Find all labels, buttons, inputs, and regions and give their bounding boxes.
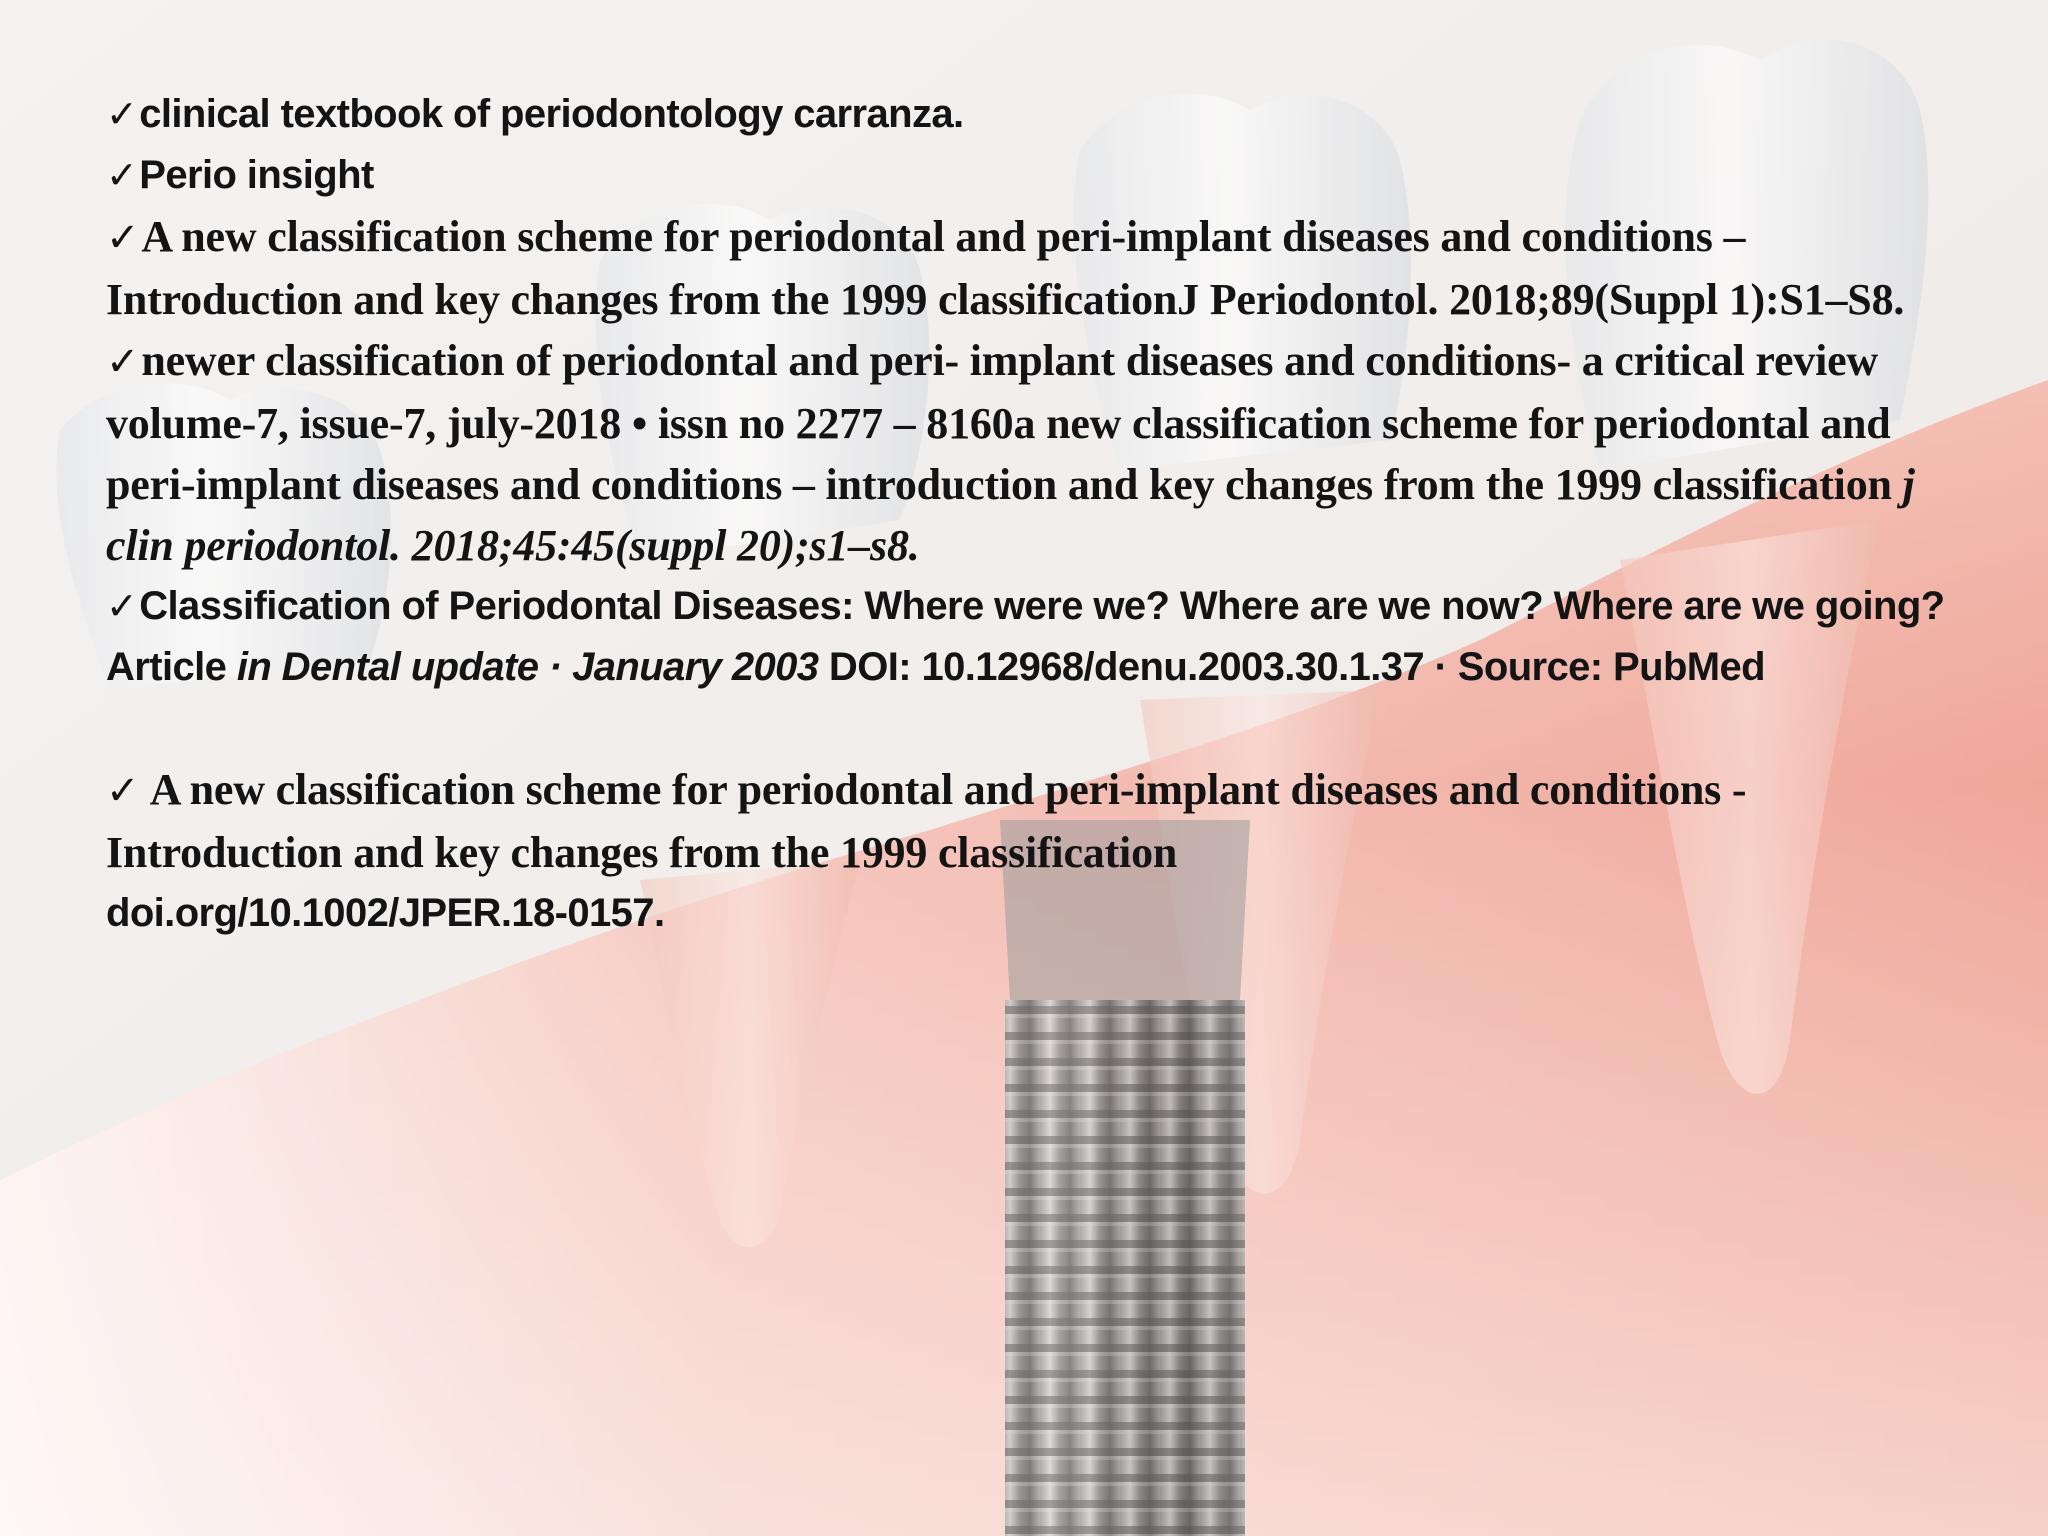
reference-list bbox=[106, 84, 1946, 944]
check-icon: ✓ bbox=[106, 92, 138, 136]
reference-text: Perio insight bbox=[139, 153, 374, 197]
reference-citation: j clin periodontol. 2018;45:45(suppl 20);s1–s8. bbox=[106, 460, 1915, 570]
reference-doi: doi.org/10.1002/JPER.18-0157. bbox=[106, 891, 665, 935]
reference-item bbox=[106, 206, 1946, 330]
reference-item bbox=[106, 84, 1946, 145]
check-icon: ✓ bbox=[106, 153, 138, 197]
reference-item bbox=[106, 759, 1946, 883]
reference-text: newer classification of periodontal and peri- implant diseases and conditions- a critical review volume-7, issue-7, july-2018 • issn no 2277 – 8160a new classification scheme for periodontal and peri-implant diseases and conditions – introduction and key changes from the 1999 classification bbox=[106, 336, 1903, 509]
reference-text: A new classification scheme for periodontal and peri-implant diseases and conditions - Introduction and key changes from the 1999 classification bbox=[106, 765, 1747, 877]
reference-item bbox=[106, 576, 1946, 698]
reference-doi: DOI: 10.12968/denu.2003.30.1.37 · Source: PubMed bbox=[818, 645, 1765, 689]
reference-text: A new classification scheme for periodontal and peri-implant diseases and conditions – Introduction and key changes from the 1999 classificationJ Periodontol. 2018;89(Suppl 1):S1–S8. bbox=[106, 212, 1905, 324]
spacer bbox=[106, 698, 1946, 759]
reference-text: clinical textbook of periodontology carranza. bbox=[139, 92, 964, 136]
check-icon: ✓ bbox=[106, 215, 140, 261]
reference-item bbox=[106, 145, 1946, 206]
reference-item bbox=[106, 330, 1946, 576]
check-icon: ✓ bbox=[106, 768, 140, 814]
check-icon: ✓ bbox=[106, 584, 138, 628]
reference-text: Classification of Periodontal Diseases: Where were we? Where are we now? Where are we going? Article bbox=[106, 584, 1945, 689]
reference-citation: in Dental update · January 2003 bbox=[236, 645, 819, 689]
check-icon: ✓ bbox=[106, 339, 140, 385]
